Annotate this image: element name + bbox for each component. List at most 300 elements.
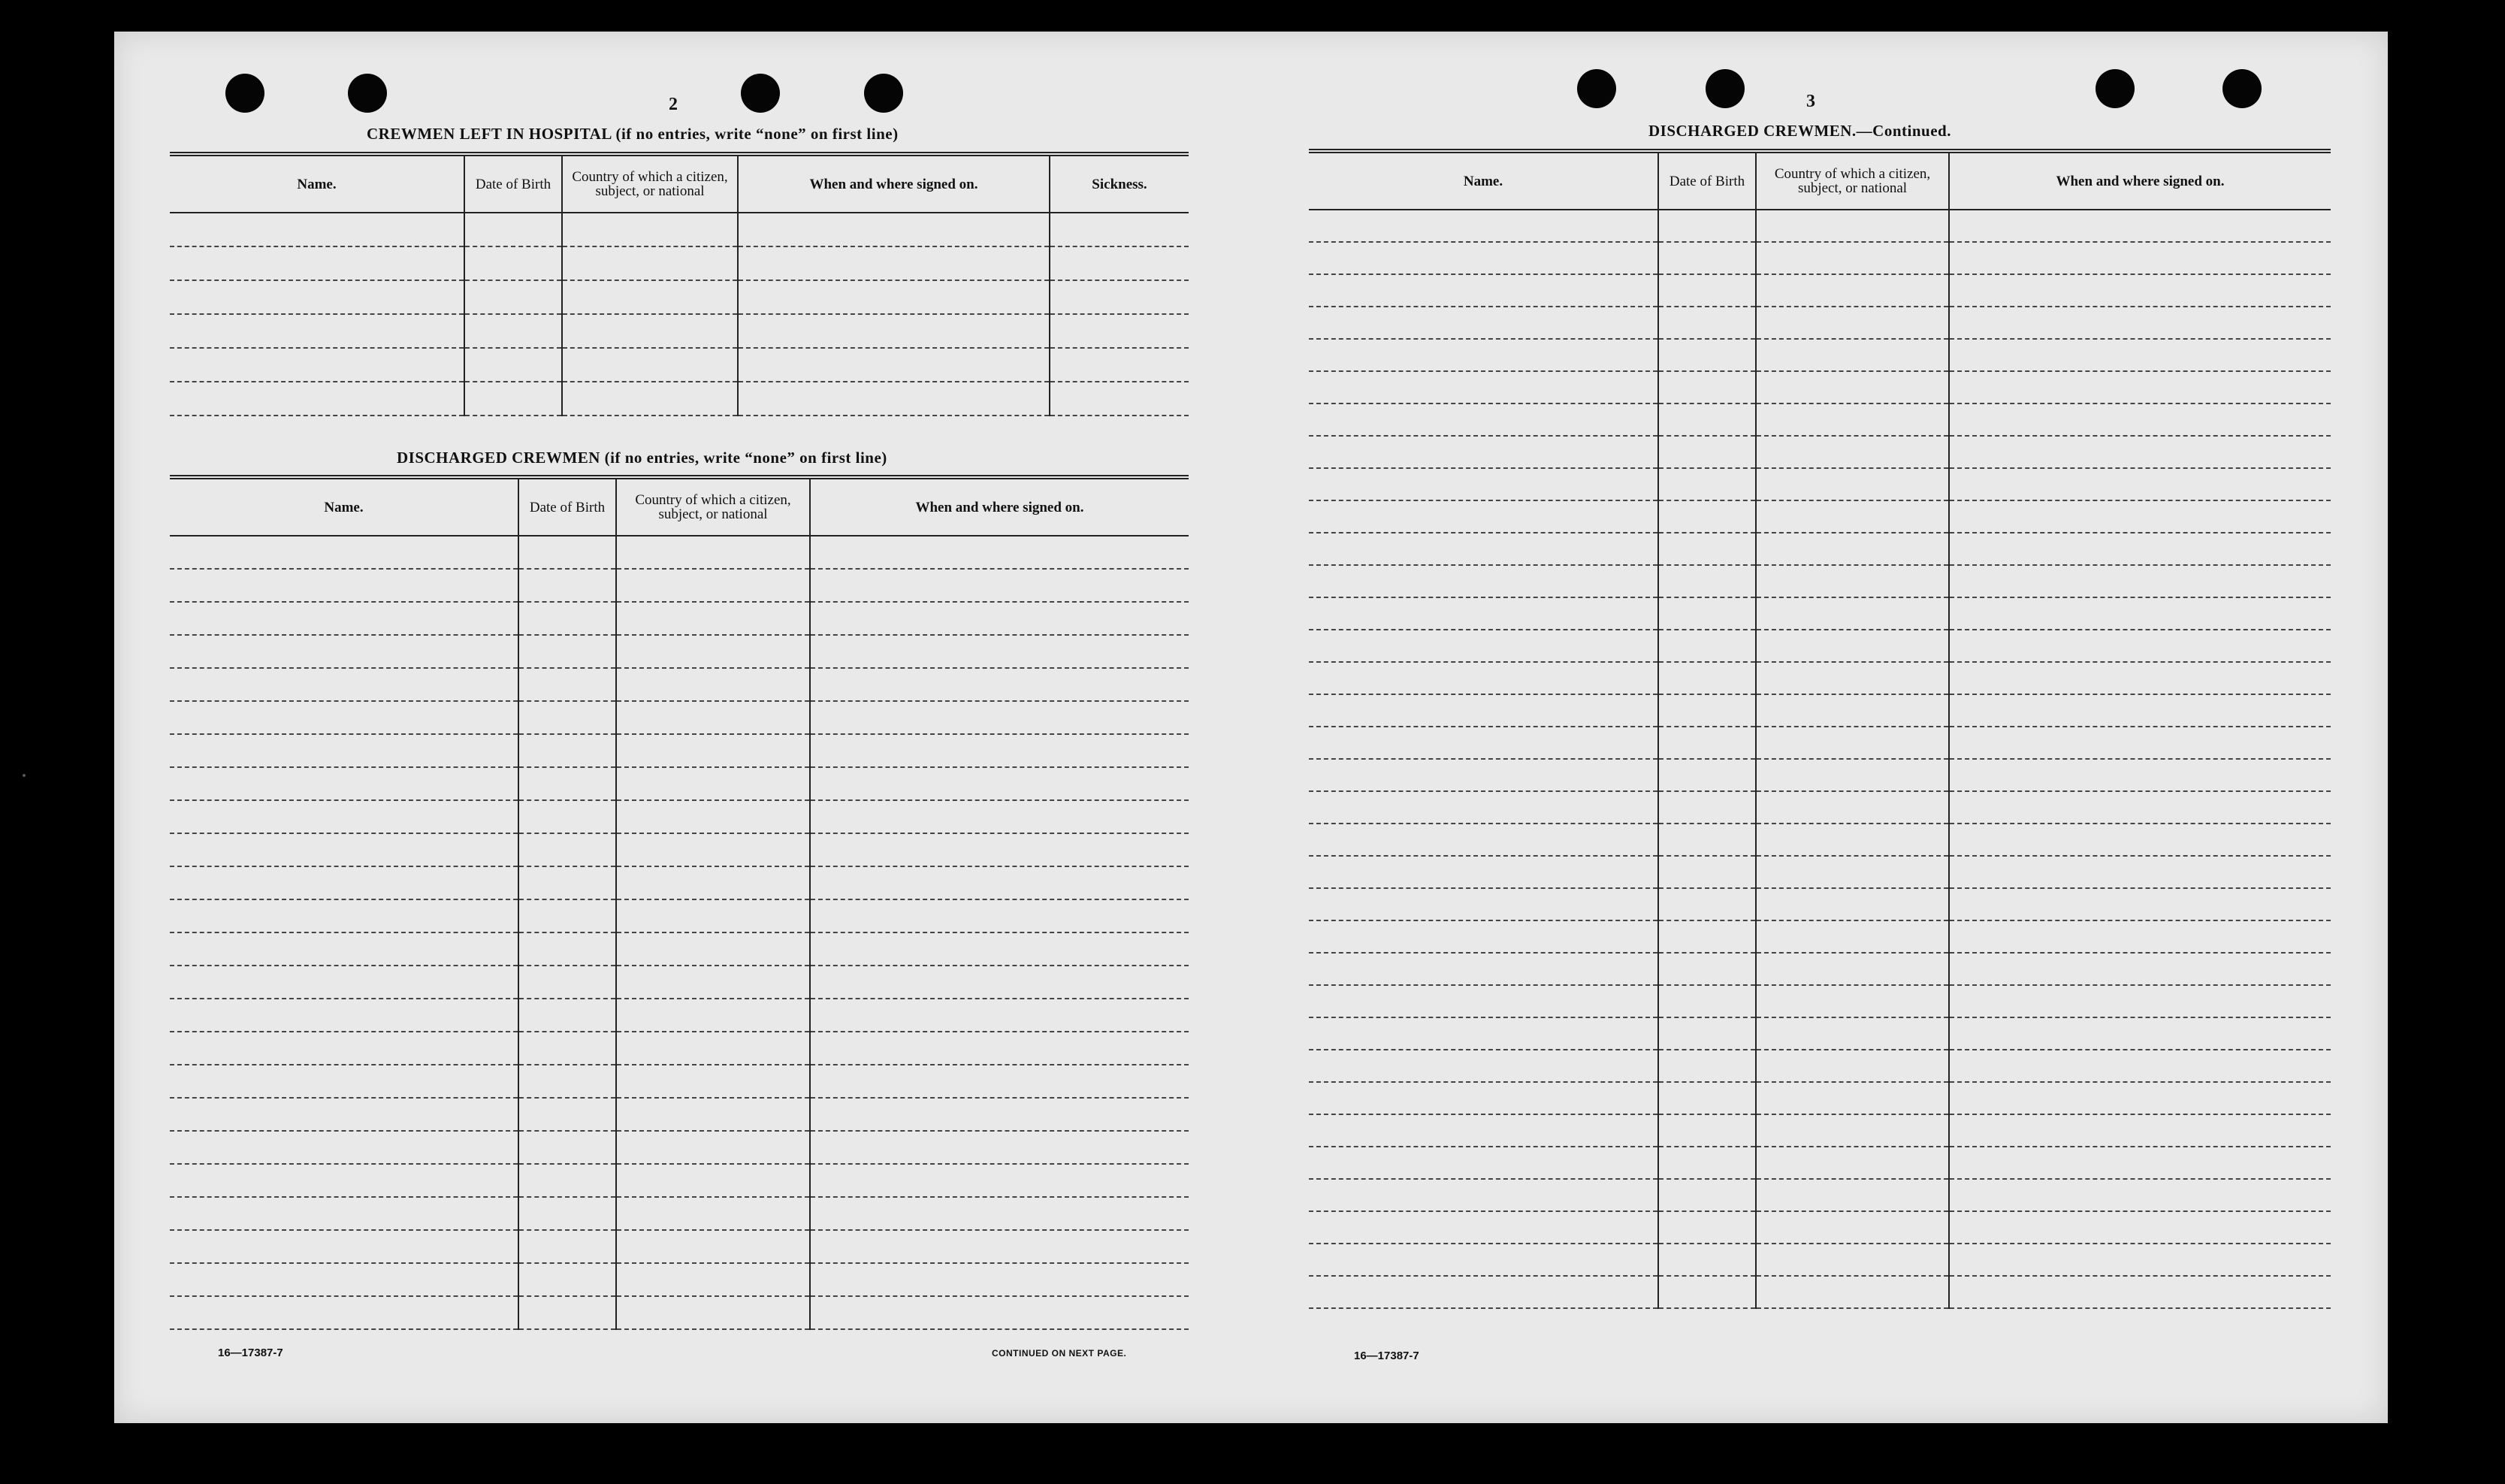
blank-entry-cell (1658, 694, 1756, 727)
blank-entry-row (170, 734, 1189, 767)
blank-entry-cell (1658, 339, 1756, 371)
blank-entry-row (170, 966, 1189, 999)
blank-entry-cell (170, 635, 518, 668)
blank-entry-cell (1309, 468, 1658, 500)
blank-entry-cell (1658, 403, 1756, 436)
blank-entry-cell (810, 866, 1189, 899)
blank-entry-cell (170, 966, 518, 999)
blank-entry-cell (1309, 1017, 1658, 1050)
punch-hole (2096, 69, 2135, 108)
blank-entry-cell (1756, 1050, 1949, 1082)
blank-entry-cell (616, 668, 810, 701)
col-date-of-birth-header: Date of Birth (464, 154, 562, 213)
blank-entry-cell (170, 932, 518, 966)
blank-entry-cell (616, 1065, 810, 1098)
blank-entry-cell (1949, 500, 2331, 533)
blank-entry-cell (464, 314, 562, 348)
blank-entry-row (1309, 1147, 2331, 1179)
blank-entry-row (170, 1065, 1189, 1098)
blank-entry-cell (616, 602, 810, 635)
blank-entry-cell (616, 1098, 810, 1131)
punch-hole (2222, 69, 2262, 108)
blank-entry-cell (738, 382, 1050, 416)
blank-entry-cell (616, 800, 810, 833)
continued-note: CONTINUED ON NEXT PAGE. (992, 1348, 1127, 1359)
discharged-header-row (170, 477, 1189, 536)
blank-entry-cell (810, 1197, 1189, 1230)
blank-entry-row (1309, 856, 2331, 888)
blank-entry-cell (1949, 1050, 2331, 1082)
blank-entry-cell (518, 1131, 616, 1164)
blank-entry-cell (1658, 791, 1756, 824)
blank-entry-cell (616, 536, 810, 569)
blank-entry-cell (518, 602, 616, 635)
blank-entry-row (1309, 307, 2331, 339)
blank-entry-cell (1309, 791, 1658, 824)
blank-entry-cell (1949, 468, 2331, 500)
blank-entry-cell (170, 701, 518, 734)
blank-entry-cell (170, 1164, 518, 1197)
blank-entry-cell (1658, 307, 1756, 339)
blank-entry-cell (1756, 920, 1949, 953)
blank-entry-cell (170, 569, 518, 602)
blank-entry-cell (170, 734, 518, 767)
blank-entry-cell (1309, 339, 1658, 371)
blank-entry-cell (616, 1032, 810, 1065)
blank-entry-cell (1309, 953, 1658, 985)
blank-entry-cell (518, 833, 616, 866)
blank-entry-row (1309, 1082, 2331, 1114)
blank-entry-cell (1309, 1114, 1658, 1147)
blank-entry-cell (616, 999, 810, 1032)
blank-entry-cell (1949, 533, 2331, 565)
blank-entry-cell (170, 1296, 518, 1329)
punch-hole (225, 74, 264, 113)
scan-speck (23, 774, 26, 777)
blank-entry-row (1309, 953, 2331, 985)
blank-entry-cell (1756, 1244, 1949, 1276)
continued-header-row (1309, 151, 2331, 210)
blank-entry-cell (1949, 371, 2331, 403)
blank-entry-row (1309, 597, 2331, 630)
blank-entry-cell (1949, 436, 2331, 468)
blank-entry-cell (1658, 630, 1756, 662)
blank-entry-cell (1756, 1082, 1949, 1114)
blank-entry-cell (1658, 662, 1756, 694)
hospital-table (170, 152, 1189, 416)
blank-entry-cell (518, 966, 616, 999)
blank-entry-cell (810, 999, 1189, 1032)
blank-entry-cell (810, 1098, 1189, 1131)
blank-entry-row (170, 602, 1189, 635)
blank-entry-cell (810, 668, 1189, 701)
blank-entry-cell (1756, 436, 1949, 468)
col-sickness-header: Sickness. (1050, 154, 1189, 213)
punch-hole (1577, 69, 1616, 108)
blank-entry-cell (170, 1131, 518, 1164)
blank-entry-row (1309, 630, 2331, 662)
blank-entry-row (170, 569, 1189, 602)
blank-entry-cell (1309, 597, 1658, 630)
blank-entry-row (1309, 210, 2331, 242)
blank-entry-cell (1658, 759, 1756, 791)
blank-entry-cell (1756, 533, 1949, 565)
blank-entry-cell (1309, 985, 1658, 1017)
blank-entry-cell (1050, 348, 1189, 382)
blank-entry-row (1309, 694, 2331, 727)
col-name-header: Name. (170, 154, 464, 213)
blank-entry-cell (1309, 500, 1658, 533)
blank-entry-cell (1658, 533, 1756, 565)
blank-entry-row (1309, 371, 2331, 403)
blank-entry-cell (616, 1296, 810, 1329)
blank-entry-cell (1756, 1017, 1949, 1050)
blank-entry-cell (810, 1296, 1189, 1329)
discharged-table (170, 475, 1189, 1330)
blank-entry-cell (616, 833, 810, 866)
blank-entry-cell (464, 213, 562, 246)
blank-entry-cell (170, 280, 464, 314)
blank-entry-row (170, 767, 1189, 800)
blank-entry-cell (738, 246, 1050, 280)
blank-entry-row (170, 348, 1189, 382)
blank-entry-cell (810, 932, 1189, 966)
blank-entry-cell (1309, 210, 1658, 242)
col-country-header: Country of which a citizen, subject, or national (1756, 151, 1949, 210)
blank-entry-row (170, 382, 1189, 416)
blank-entry-cell (518, 701, 616, 734)
blank-entry-cell (1949, 210, 2331, 242)
blank-entry-cell (170, 1263, 518, 1296)
blank-entry-cell (1309, 307, 1658, 339)
blank-entry-cell (1309, 371, 1658, 403)
blank-entry-cell (1309, 759, 1658, 791)
blank-entry-cell (1949, 824, 2331, 856)
discharged-section-title: DISCHARGED CREWMEN (if no entries, write “none” on first line) (397, 449, 887, 467)
blank-entry-cell (1949, 791, 2331, 824)
blank-entry-cell (1658, 1276, 1756, 1308)
blank-entry-cell (1658, 242, 1756, 274)
blank-entry-row (170, 213, 1189, 246)
blank-entry-row (1309, 500, 2331, 533)
blank-entry-cell (1658, 436, 1756, 468)
blank-entry-cell (1949, 1114, 2331, 1147)
blank-entry-row (170, 314, 1189, 348)
blank-entry-cell (810, 602, 1189, 635)
blank-entry-row (1309, 339, 2331, 371)
blank-entry-cell (616, 1197, 810, 1230)
blank-entry-cell (562, 382, 738, 416)
blank-entry-row (170, 536, 1189, 569)
blank-entry-cell (562, 280, 738, 314)
blank-entry-cell (1756, 985, 1949, 1017)
blank-entry-cell (738, 314, 1050, 348)
blank-entry-cell (616, 701, 810, 734)
blank-entry-cell (464, 280, 562, 314)
blank-entry-cell (1309, 1276, 1658, 1308)
blank-entry-cell (810, 569, 1189, 602)
blank-entry-cell (170, 800, 518, 833)
blank-entry-cell (1949, 694, 2331, 727)
blank-entry-row (170, 1098, 1189, 1131)
blank-entry-cell (1949, 307, 2331, 339)
blank-entry-cell (1756, 210, 1949, 242)
right-page-number: 3 (1806, 92, 1815, 111)
blank-entry-row (1309, 1114, 2331, 1147)
blank-entry-row (1309, 791, 2331, 824)
blank-entry-row (1309, 1276, 2331, 1308)
left-page-number: 2 (669, 95, 678, 114)
blank-entry-row (1309, 403, 2331, 436)
blank-entry-row (170, 800, 1189, 833)
blank-entry-row (170, 999, 1189, 1032)
blank-entry-cell (1658, 1082, 1756, 1114)
blank-entry-cell (1309, 727, 1658, 759)
col-name-header: Name. (170, 477, 518, 536)
blank-entry-cell (1949, 1147, 2331, 1179)
blank-entry-cell (1949, 759, 2331, 791)
blank-entry-cell (1949, 630, 2331, 662)
blank-entry-cell (1949, 339, 2331, 371)
blank-entry-cell (616, 866, 810, 899)
blank-entry-cell (170, 602, 518, 635)
blank-entry-cell (1658, 597, 1756, 630)
blank-entry-cell (1309, 1211, 1658, 1244)
blank-entry-row (1309, 1017, 2331, 1050)
blank-entry-cell (616, 966, 810, 999)
blank-entry-cell (1949, 920, 2331, 953)
blank-entry-cell (518, 1197, 616, 1230)
blank-entry-row (170, 866, 1189, 899)
blank-entry-cell (1658, 1114, 1756, 1147)
blank-entry-cell (464, 348, 562, 382)
punch-hole (741, 74, 780, 113)
blank-entry-cell (1309, 856, 1658, 888)
blank-entry-cell (1050, 382, 1189, 416)
blank-entry-cell (170, 1065, 518, 1098)
blank-entry-cell (518, 1065, 616, 1098)
blank-entry-cell (1949, 662, 2331, 694)
blank-entry-cell (518, 932, 616, 966)
blank-entry-row (1309, 662, 2331, 694)
blank-entry-cell (1949, 1179, 2331, 1211)
blank-entry-cell (1309, 888, 1658, 920)
blank-entry-cell (518, 1032, 616, 1065)
blank-entry-cell (1756, 759, 1949, 791)
blank-entry-cell (810, 635, 1189, 668)
blank-entry-cell (616, 899, 810, 932)
blank-entry-cell (1309, 694, 1658, 727)
blank-entry-cell (1658, 1244, 1756, 1276)
blank-entry-cell (1658, 1017, 1756, 1050)
blank-entry-cell (464, 246, 562, 280)
blank-entry-cell (518, 1164, 616, 1197)
blank-entry-cell (170, 1230, 518, 1263)
blank-entry-row (170, 833, 1189, 866)
blank-entry-cell (170, 382, 464, 416)
blank-entry-cell (170, 1197, 518, 1230)
blank-entry-cell (1309, 1082, 1658, 1114)
blank-entry-cell (1309, 274, 1658, 307)
blank-entry-cell (1949, 953, 2331, 985)
blank-entry-cell (1949, 888, 2331, 920)
blank-entry-cell (1756, 694, 1949, 727)
blank-entry-row (1309, 533, 2331, 565)
blank-entry-cell (170, 866, 518, 899)
blank-entry-cell (518, 800, 616, 833)
blank-entry-cell (518, 1098, 616, 1131)
blank-entry-cell (1756, 500, 1949, 533)
blank-entry-cell (1756, 1114, 1949, 1147)
col-date-of-birth-header: Date of Birth (1658, 151, 1756, 210)
blank-entry-cell (1756, 339, 1949, 371)
blank-entry-cell (170, 213, 464, 246)
blank-entry-cell (1756, 403, 1949, 436)
blank-entry-cell (1756, 953, 1949, 985)
blank-entry-row (1309, 1211, 2331, 1244)
blank-entry-cell (616, 734, 810, 767)
hospital-section-title: CREWMEN LEFT IN HOSPITAL (if no entries, write “none” on first line) (367, 125, 899, 143)
blank-entry-cell (616, 635, 810, 668)
blank-entry-cell (810, 1230, 1189, 1263)
blank-entry-row (1309, 920, 2331, 953)
blank-entry-cell (1309, 403, 1658, 436)
blank-entry-cell (1309, 1179, 1658, 1211)
blank-entry-cell (1658, 920, 1756, 953)
blank-entry-row (1309, 824, 2331, 856)
blank-entry-cell (1756, 1276, 1949, 1308)
blank-entry-cell (810, 536, 1189, 569)
blank-entry-row (170, 1164, 1189, 1197)
blank-entry-cell (1949, 597, 2331, 630)
punch-hole (348, 74, 387, 113)
blank-entry-row (170, 1230, 1189, 1263)
blank-entry-row (1309, 274, 2331, 307)
blank-entry-cell (1309, 533, 1658, 565)
blank-entry-cell (1658, 468, 1756, 500)
blank-entry-cell (1658, 824, 1756, 856)
blank-entry-cell (1756, 1211, 1949, 1244)
blank-entry-cell (1756, 727, 1949, 759)
blank-entry-cell (1309, 662, 1658, 694)
blank-entry-cell (810, 899, 1189, 932)
blank-entry-row (170, 668, 1189, 701)
blank-entry-cell (1949, 1211, 2331, 1244)
blank-entry-cell (170, 348, 464, 382)
blank-entry-cell (170, 246, 464, 280)
blank-entry-cell (1949, 1082, 2331, 1114)
blank-entry-cell (1949, 274, 2331, 307)
blank-entry-cell (738, 213, 1050, 246)
blank-entry-cell (1309, 920, 1658, 953)
blank-entry-cell (810, 833, 1189, 866)
blank-entry-row (1309, 436, 2331, 468)
blank-entry-cell (1756, 242, 1949, 274)
blank-entry-row (170, 932, 1189, 966)
blank-entry-cell (518, 999, 616, 1032)
blank-entry-cell (170, 536, 518, 569)
blank-entry-cell (1949, 1244, 2331, 1276)
blank-entry-cell (1658, 1147, 1756, 1179)
blank-entry-cell (616, 569, 810, 602)
blank-entry-cell (1309, 565, 1658, 597)
blank-entry-cell (1949, 985, 2331, 1017)
blank-entry-cell (1658, 888, 1756, 920)
blank-entry-row (1309, 1244, 2331, 1276)
blank-entry-cell (170, 314, 464, 348)
blank-entry-cell (1756, 468, 1949, 500)
blank-entry-cell (616, 1230, 810, 1263)
blank-entry-row (170, 1263, 1189, 1296)
blank-entry-cell (518, 668, 616, 701)
blank-entry-cell (738, 280, 1050, 314)
right-footer-form-code: 16—17387-7 (1354, 1350, 1419, 1362)
blank-entry-cell (1949, 403, 2331, 436)
blank-entry-cell (616, 932, 810, 966)
blank-entry-cell (1050, 246, 1189, 280)
blank-entry-cell (518, 1296, 616, 1329)
blank-entry-cell (518, 767, 616, 800)
blank-entry-cell (810, 767, 1189, 800)
blank-entry-cell (1658, 1050, 1756, 1082)
blank-entry-row (1309, 468, 2331, 500)
blank-entry-row (1309, 1179, 2331, 1211)
blank-entry-cell (1309, 1147, 1658, 1179)
blank-entry-row (170, 1032, 1189, 1065)
blank-entry-cell (810, 1065, 1189, 1098)
col-signed-on-header: When and where signed on. (1949, 151, 2331, 210)
blank-entry-cell (1309, 436, 1658, 468)
form-sheet (114, 32, 2388, 1423)
blank-entry-cell (562, 246, 738, 280)
blank-entry-row (1309, 565, 2331, 597)
blank-entry-cell (518, 536, 616, 569)
blank-entry-cell (616, 1131, 810, 1164)
blank-entry-cell (1050, 314, 1189, 348)
blank-entry-row (1309, 242, 2331, 274)
discharged-continued-table (1309, 149, 2331, 1309)
blank-entry-cell (170, 668, 518, 701)
blank-entry-cell (1949, 727, 2331, 759)
blank-entry-cell (1050, 213, 1189, 246)
blank-entry-cell (1658, 985, 1756, 1017)
blank-entry-cell (1756, 791, 1949, 824)
blank-entry-cell (616, 1263, 810, 1296)
left-footer-form-code: 16—17387-7 (218, 1346, 283, 1359)
blank-entry-cell (1658, 1211, 1756, 1244)
col-country-header: Country of which a citizen, subject, or national (616, 477, 810, 536)
blank-entry-cell (1756, 597, 1949, 630)
blank-entry-cell (170, 1098, 518, 1131)
blank-entry-row (170, 246, 1189, 280)
blank-entry-cell (1756, 371, 1949, 403)
blank-entry-cell (810, 734, 1189, 767)
blank-entry-cell (1949, 856, 2331, 888)
blank-entry-row (1309, 985, 2331, 1017)
blank-entry-cell (1658, 274, 1756, 307)
punch-hole (864, 74, 903, 113)
blank-entry-cell (170, 767, 518, 800)
blank-entry-cell (1756, 888, 1949, 920)
blank-entry-row (1309, 888, 2331, 920)
col-country-header: Country of which a citizen, subject, or national (562, 154, 738, 213)
blank-entry-cell (518, 866, 616, 899)
blank-entry-cell (518, 899, 616, 932)
blank-entry-cell (562, 348, 738, 382)
blank-entry-row (1309, 759, 2331, 791)
blank-entry-cell (1309, 824, 1658, 856)
blank-entry-cell (170, 999, 518, 1032)
